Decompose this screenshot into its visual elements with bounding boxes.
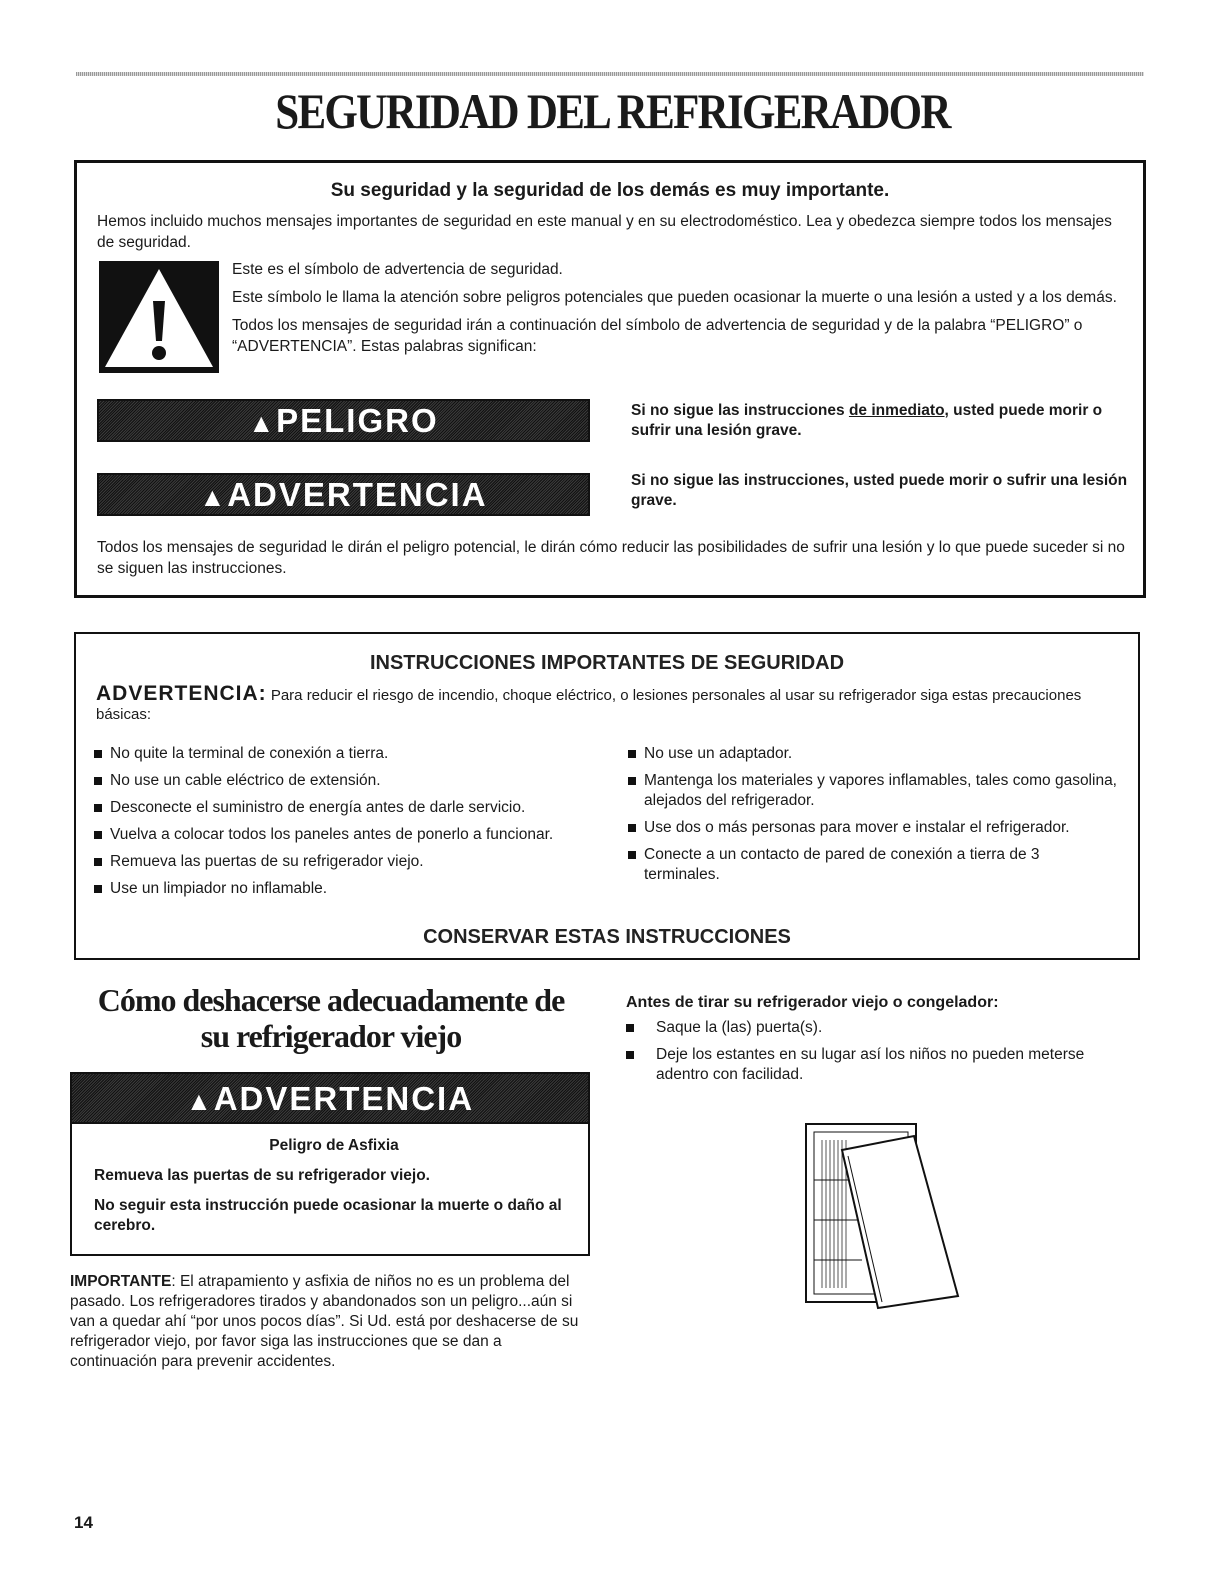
list-item xyxy=(94,798,604,818)
list-item xyxy=(94,852,604,872)
bullet-icon xyxy=(628,750,636,758)
danger-desc-text: Si no sigue las instrucciones xyxy=(631,402,849,419)
left-precautions-list xyxy=(94,744,604,906)
page-number: 14 xyxy=(74,1513,93,1532)
bullet-icon xyxy=(94,858,102,866)
danger-desc-emphasis: de inmediato xyxy=(848,402,945,419)
bullet-icon xyxy=(626,1024,634,1032)
list-item-text: No use un adaptador. xyxy=(644,745,793,762)
warning-description: Si no sigue las instrucciones, usted puede morir o sufrir una lesión grave. xyxy=(631,472,1128,509)
alert-triangle-icon: ▲ xyxy=(248,408,277,438)
important-paragraph xyxy=(70,1272,590,1372)
refrigerator-door-removed-illustration xyxy=(802,1120,962,1310)
safety-alert-icon xyxy=(99,261,219,373)
list-item-text: Vuelva a colocar todos los paneles antes de ponerlo a funcionar. xyxy=(110,826,554,843)
bullet-icon xyxy=(628,824,636,832)
warning-line: No seguir esta instrucción puede ocasionar la muerte o daño al cerebro. xyxy=(94,1197,562,1234)
symbol-explanation xyxy=(232,259,1137,364)
list-item-text: No use un cable eléctrico de extensión. xyxy=(110,772,381,789)
list-item xyxy=(628,771,1118,811)
warning-label: ADVERTENCIA xyxy=(213,1080,475,1117)
bullet-icon xyxy=(628,777,636,785)
bullet-icon xyxy=(94,750,102,758)
symbol-line: Este es el símbolo de advertencia de seguridad. xyxy=(232,261,563,278)
safety-box-intro: Hemos incluido muchos mensajes importantes de seguridad en este manual y en su electrodoméstico. Lea y obedezca siempre todos los mensajes de seguridad. xyxy=(97,213,1112,251)
list-item xyxy=(94,879,604,899)
list-item-text: Use dos o más personas para mover e instalar el refrigerador. xyxy=(644,819,1070,836)
right-precautions-list xyxy=(628,744,1118,892)
list-item xyxy=(628,744,1118,764)
disposal-heading: Cómo deshacerse adecuadamente de su refrigerador viejo xyxy=(97,982,565,1054)
bullet-icon xyxy=(94,831,102,839)
instructions-title: INSTRUCCIONES IMPORTANTES DE SEGURIDAD xyxy=(369,652,845,674)
top-rule xyxy=(76,72,1144,76)
list-item-text: Mantenga los materiales y vapores inflamables, tales como gasolina, alejados del refrigerador. xyxy=(644,772,1117,809)
warning-banner xyxy=(72,1074,588,1124)
safety-box-title: Su seguridad y la seguridad de los demás es muy importante. xyxy=(330,180,890,201)
bullet-icon xyxy=(94,777,102,785)
page-title: SEGURIDAD DEL REFRIGERADOR xyxy=(275,83,950,139)
before-disposal-heading: Antes de tirar su refrigerador viejo o congelador: xyxy=(626,994,999,1011)
warning-banner xyxy=(97,473,590,516)
danger-banner xyxy=(97,399,590,442)
instructions-intro xyxy=(96,684,1116,724)
list-item xyxy=(94,825,604,845)
danger-desc-text: , usted puede morir o sufrir una lesión grave. xyxy=(631,402,1103,439)
warning-label: ADVERTENCIA xyxy=(227,476,488,513)
list-item xyxy=(94,771,604,791)
intro-text: Para reducir el riesgo de incendio, choque eléctrico, o lesiones personales al usar su refrigerador siga estas precauciones básicas: xyxy=(96,687,1082,723)
list-item xyxy=(628,845,1118,885)
safety-box xyxy=(74,160,1146,598)
symbol-line: Todos los mensajes de seguridad irán a continuación del símbolo de advertencia de seguridad y de la palabra “PELIGRO” o “ADVERTENCIA”. Estas palabras significan: xyxy=(232,317,1083,355)
list-item-text: Desconecte el suministro de energía antes de darle servicio. xyxy=(110,799,526,816)
warning-line: Remueva las puertas de su refrigerador viejo. xyxy=(94,1167,430,1184)
symbol-line: Este símbolo le llama la atención sobre peligros potenciales que pueden ocasionar la muerte o una lesión a usted y a los demás. xyxy=(232,289,1117,306)
bullet-icon xyxy=(94,804,102,812)
warning-title: Peligro de Asfixia xyxy=(269,1137,399,1154)
safety-box-outro: Todos los mensajes de seguridad le dirán el peligro potencial, le dirán cómo reducir las posibilidades de sufrir una lesión y lo que puede suceder si no se siguen las instrucciones. xyxy=(97,539,1125,577)
before-disposal-list xyxy=(626,1018,1126,1092)
list-item xyxy=(94,744,604,764)
asphyxia-warning-text xyxy=(94,1136,574,1246)
bullet-icon xyxy=(628,851,636,859)
list-item xyxy=(628,818,1118,838)
instructions-box xyxy=(74,632,1140,960)
asphyxia-warning-box xyxy=(70,1072,590,1256)
list-item-text: Deje los estantes en su lugar así los niños no pueden meterse adentro con facilidad. xyxy=(656,1046,1085,1083)
list-item-text: Saque la (las) puerta(s). xyxy=(656,1019,823,1036)
list-item-text: Use un limpiador no inflamable. xyxy=(110,880,328,897)
intro-label: ADVERTENCIA: xyxy=(96,682,267,705)
instructions-footer: CONSERVAR ESTAS INSTRUCCIONES xyxy=(423,926,791,948)
alert-triangle-icon: ▲ xyxy=(199,482,228,512)
danger-description xyxy=(631,401,1131,441)
list-item-text: Conecte a un contacto de pared de conexión a tierra de 3 terminales. xyxy=(644,846,1040,883)
list-item-text: Remueva las puertas de su refrigerador viejo. xyxy=(110,853,424,870)
danger-label: PELIGRO xyxy=(276,402,439,439)
bullet-icon xyxy=(626,1051,634,1059)
list-item-text: No quite la terminal de conexión a tierra. xyxy=(110,745,389,762)
important-text: : El atrapamiento y asfixia de niños no es un problema del pasado. Los refrigeradores tirados y abandonados son un peligro...aún si van a quedar ahí “por unos pocos días”. Si Ud. está por deshacerse de su refrigerador viejo, por favor siga las instrucciones que se dan a continuación para prevenir accidentes. xyxy=(70,1273,579,1370)
list-item xyxy=(626,1045,1126,1085)
list-item xyxy=(626,1018,1126,1038)
important-label: IMPORTANTE xyxy=(70,1273,172,1290)
bullet-icon xyxy=(94,885,102,893)
alert-triangle-icon: ▲ xyxy=(185,1086,214,1116)
